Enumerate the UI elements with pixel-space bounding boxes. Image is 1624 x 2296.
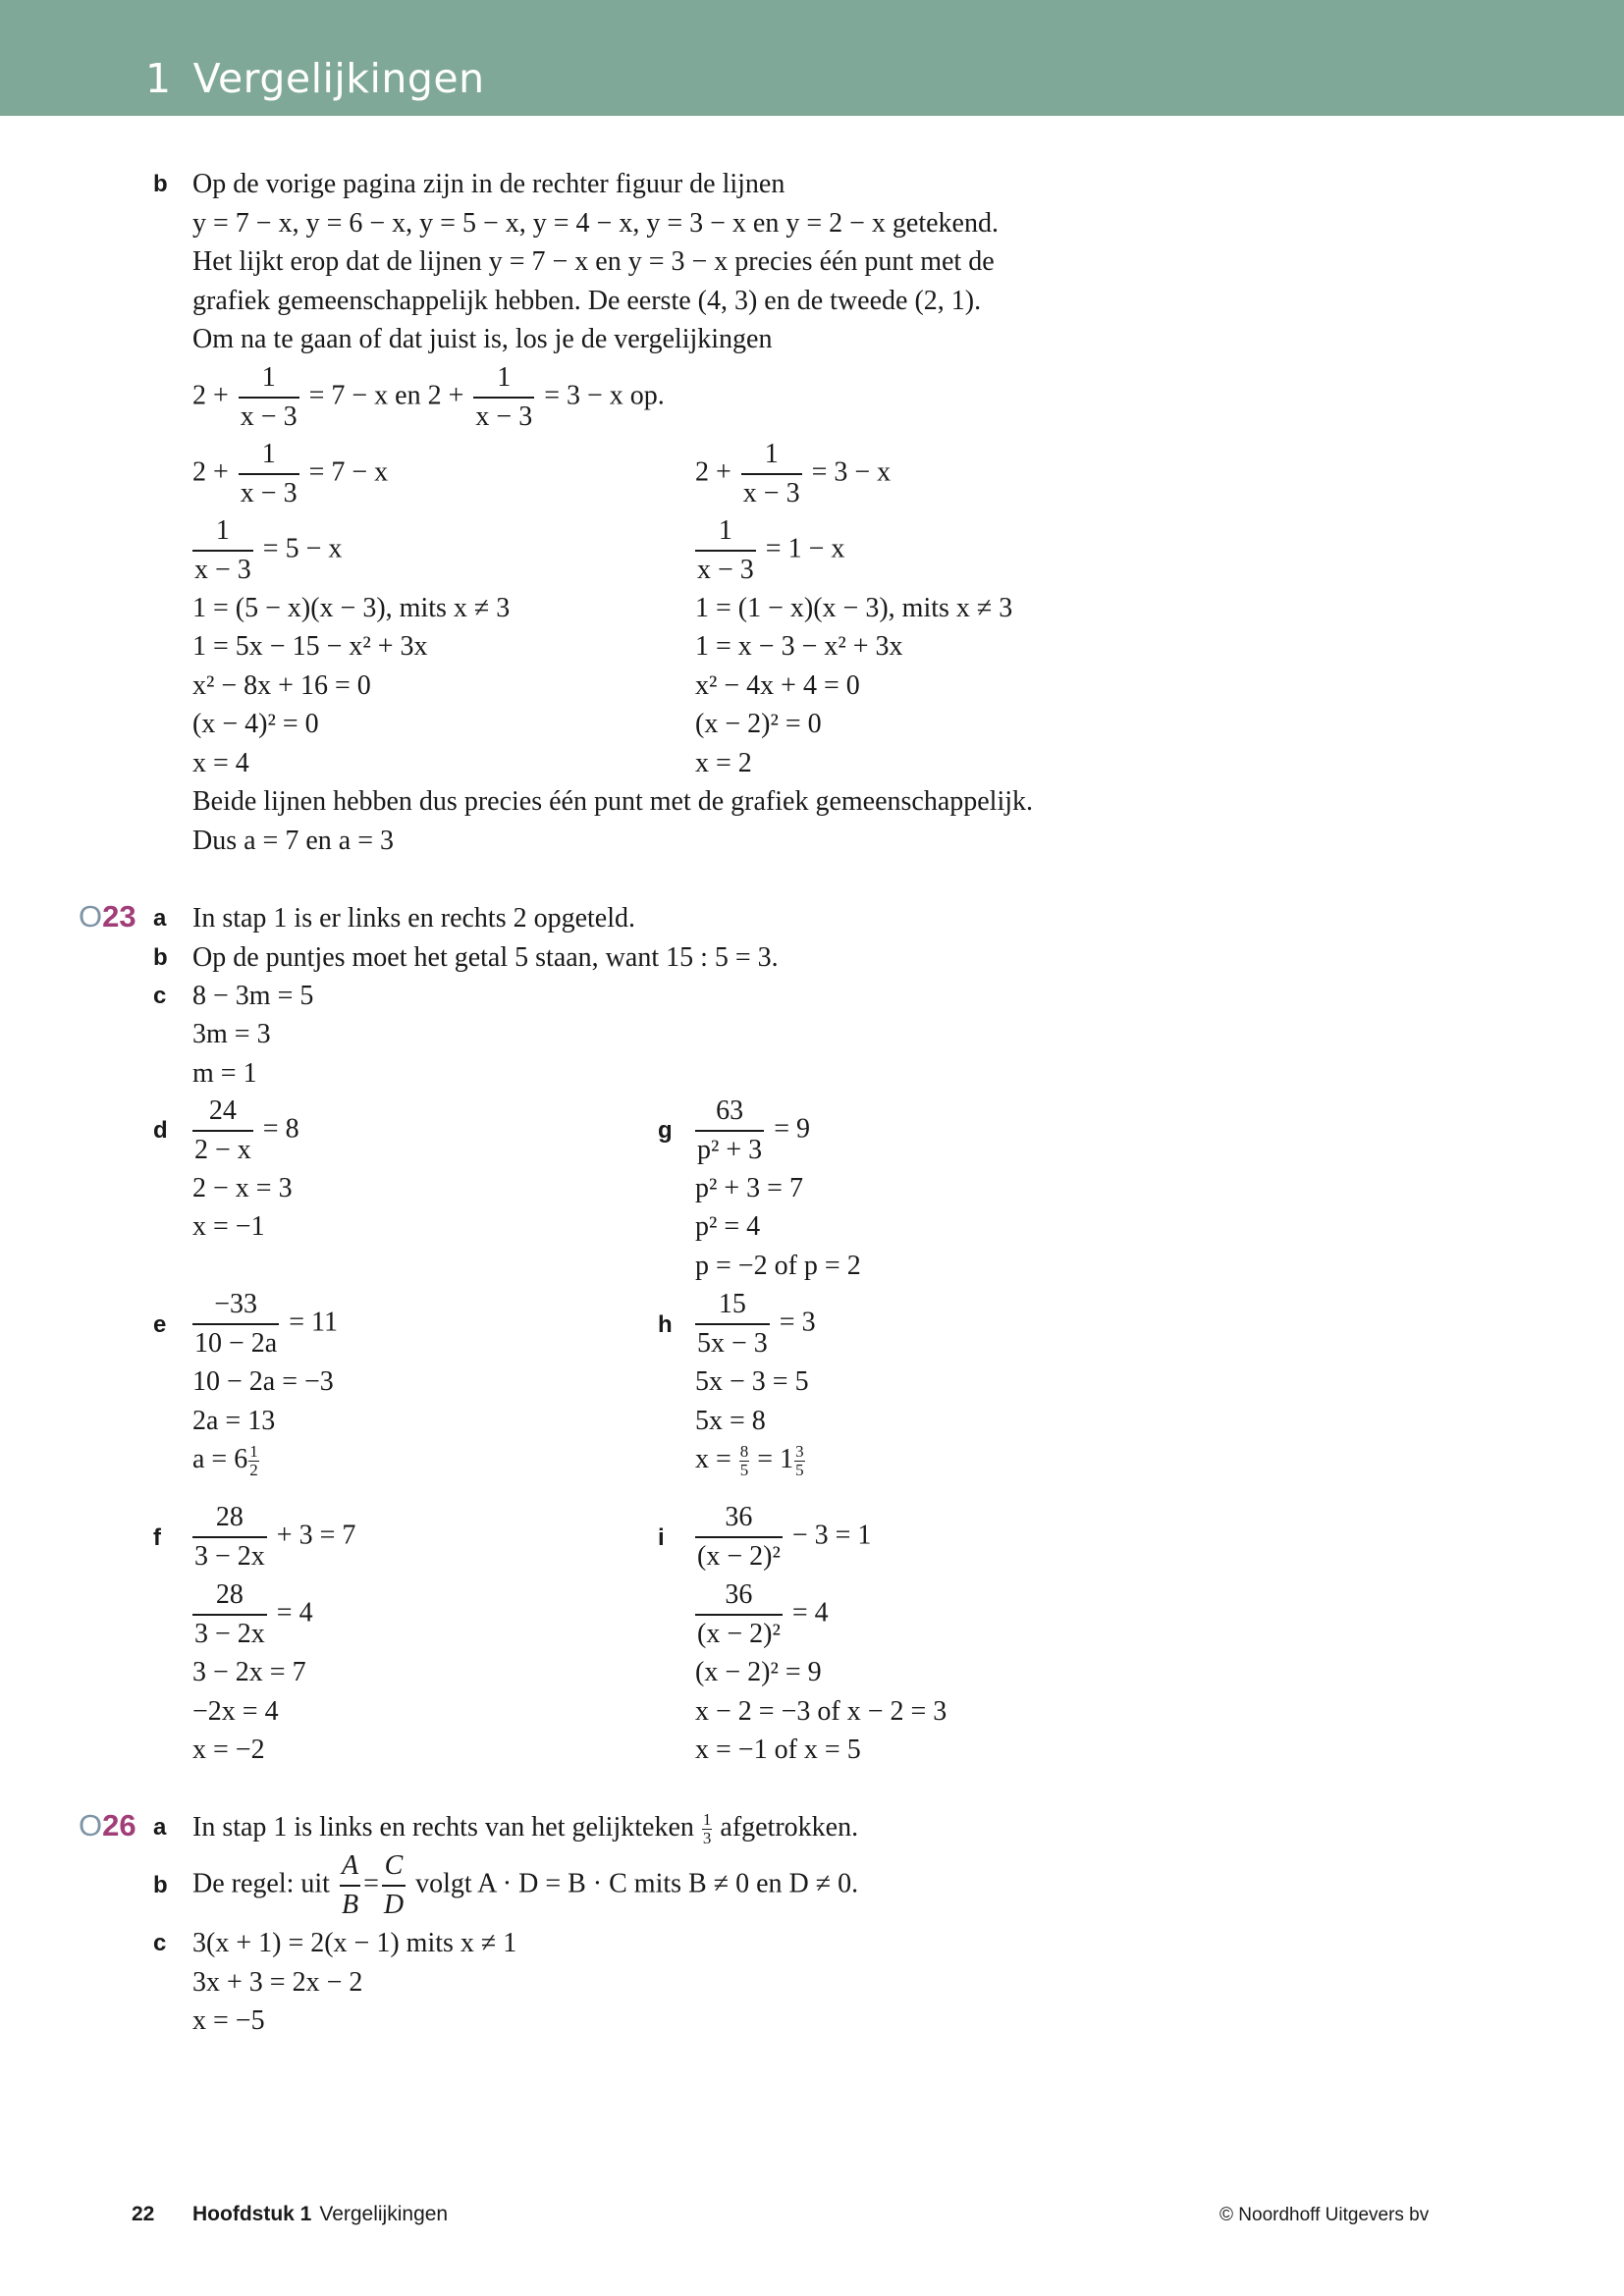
fraction: $\frac{36}{\text{(x − 2)²}}$ (695, 1499, 783, 1575)
equation-line: 1 = x − 3 − x² + 3x (695, 631, 903, 662)
equation-line: p = −2 of p = 2 (695, 1251, 861, 1281)
fraction: $\frac{28}{3 - 2x}$ (192, 1576, 267, 1653)
equation-line: $\frac{1}{x - 3}$ = 1 − x (695, 512, 844, 589)
equation-line: 2 + $\frac{1}{x - 3}$ = 7 − x en 2 + $\frac{1}{x - 3}$ = 3 − x op. (192, 359, 665, 436)
text-line: grafiek gemeenschappelijk hebben. De eerste (4, 3) en de tweede (2, 1). (192, 286, 982, 316)
question-label-a: a (153, 1814, 167, 1841)
text-line: y = 7 − x, y = 6 − x, y = 5 − x, y = 4 − x, y = 3 − x en y = 2 − x getekend. (192, 208, 999, 239)
equation-line: $\frac{1}{x - 3}$ = 5 − x (192, 512, 342, 589)
equation-line: 10 − 2a = −3 (192, 1366, 334, 1397)
question-label-i: i (658, 1524, 665, 1551)
small-fraction: $\frac{1}{3}$ (702, 1810, 712, 1848)
question-label-e: e (153, 1311, 167, 1338)
equation-line: $\frac{63}{\text{p² + 3}}$ = 9 (695, 1093, 810, 1169)
equation-line: 2 + $\frac{1}{x - 3}$ = 3 − x (695, 436, 891, 512)
equation-line: p² = 4 (695, 1211, 761, 1242)
chapter-number: 1 (145, 55, 172, 102)
equation-line: (x − 2)² = 9 (695, 1657, 822, 1687)
fraction: $\frac{1}{x - 3}$ (239, 436, 299, 512)
equation-line: x = 2 (695, 748, 752, 778)
equation-line: 1 = (5 − x)(x − 3), mits x ≠ 3 (192, 593, 511, 623)
equation-line: 1 = (1 − x)(x − 3), mits x ≠ 3 (695, 593, 1013, 623)
equation-line: 5x − 3 = 5 (695, 1366, 809, 1397)
chapter-header-bar (0, 0, 1624, 116)
fraction: $\frac{-33}{10 - 2a}$ (192, 1286, 279, 1362)
answer-text: De regel: uit $\frac{A}{B}$ = $\frac{C}{D}$ volgt A · D = B · C mits B ≠ 0 en D ≠ 0. (192, 1847, 858, 1924)
question-label-h: h (658, 1311, 673, 1338)
exercise-number: O26 (79, 1808, 136, 1842)
equation-line: $\frac{36}{\text{(x − 2)²}}$ = 4 (695, 1576, 829, 1653)
exercise-number: O23 (79, 899, 136, 934)
question-label-f: f (153, 1524, 161, 1551)
chapter-name: Vergelijkingen (192, 55, 485, 102)
copyright: © Noordhoff Uitgevers bv (1219, 2205, 1430, 2225)
equation-line: $\frac{15}{5x - 3}$ = 3 (695, 1286, 816, 1362)
equation-line: −2x = 4 (192, 1696, 279, 1727)
question-label-b: b (153, 171, 168, 197)
fraction: $\frac{1}{x - 3}$ (695, 512, 756, 589)
equation-line: p² + 3 = 7 (695, 1173, 803, 1203)
fraction: $\frac{24}{2 - x}$ (192, 1093, 253, 1169)
text-line: Het lijkt erop dat de lijnen y = 7 − x en y = 3 − x precies één punt met de (192, 246, 995, 277)
equation-line: (x − 2)² = 0 (695, 709, 822, 739)
fraction: $\frac{1}{x - 3}$ (239, 359, 299, 436)
equation-line: x = $\frac{8}{5}$ = 1 $\frac{3}{5}$ (695, 1442, 804, 1480)
question-label-c: c (153, 1930, 167, 1956)
equation-line: $\frac{28}{3 - 2x}$ = 4 (192, 1576, 313, 1653)
question-label-b: b (153, 1872, 168, 1898)
small-fraction: $\frac{3}{5}$ (795, 1442, 804, 1480)
equation-line: 1 = 5x − 15 − x² + 3x (192, 631, 428, 662)
small-fraction: $\frac{8}{5}$ (739, 1442, 749, 1480)
fraction: $\frac{15}{5x - 3}$ (695, 1286, 770, 1362)
text-line: Om na te gaan of dat juist is, los je de vergelijkingen (192, 324, 773, 354)
equation-line: x = 4 (192, 748, 249, 778)
equation-line: 2 − x = 3 (192, 1173, 293, 1203)
question-label-g: g (658, 1117, 673, 1144)
equation-line: $\frac{36}{\text{(x − 2)²}}$ − 3 = 1 (695, 1499, 871, 1575)
fraction: $\frac{1}{x - 3}$ (192, 512, 253, 589)
question-label-c: c (153, 983, 167, 1009)
fraction: $\frac{A}{B}$ (340, 1847, 360, 1924)
question-label-b: b (153, 944, 168, 971)
fraction: $\frac{63}{\text{p² + 3}}$ (695, 1093, 764, 1169)
equation-line: x = −5 (192, 2005, 265, 2036)
equation-line: 8 − 3m = 5 (192, 981, 314, 1011)
answer-text: Op de puntjes moet het getal 5 staan, want 15 : 5 = 3. (192, 942, 779, 973)
text-line: Op de vorige pagina zijn in de rechter figuur de lijnen (192, 169, 785, 199)
fraction: $\frac{C}{D}$ (382, 1847, 406, 1924)
equation-line: (x − 4)² = 0 (192, 709, 319, 739)
equation-line: x² − 4x + 4 = 0 (695, 670, 860, 701)
page-number: 22 (132, 2203, 155, 2225)
equation-line: 5x = 8 (695, 1406, 766, 1436)
equation-line: 2 + $\frac{1}{x - 3}$ = 7 − x (192, 436, 388, 512)
equation-line: $\frac{24}{2 - x}$ = 8 (192, 1093, 299, 1169)
fraction: $\frac{1}{x - 3}$ (741, 436, 802, 512)
equation-line: m = 1 (192, 1058, 257, 1089)
equation-line: 2a = 13 (192, 1406, 276, 1436)
small-fraction: $\frac{1}{2}$ (249, 1442, 258, 1480)
fraction: $\frac{28}{3 - 2x}$ (192, 1499, 267, 1575)
question-label-a: a (153, 905, 167, 932)
equation-line: 3(x + 1) = 2(x − 1) mits x ≠ 1 (192, 1928, 517, 1958)
equation-line: $\frac{28}{3 - 2x}$ + 3 = 7 (192, 1499, 355, 1575)
text-line: Beide lijnen hebben dus precies één punt met de grafiek gemeenschappelijk. (192, 786, 1034, 817)
question-label-d: d (153, 1117, 168, 1144)
equation-line: x = −1 (192, 1211, 265, 1242)
text-line: Dus a = 7 en a = 3 (192, 826, 394, 856)
equation-line: x = −1 of x = 5 (695, 1735, 861, 1765)
answer-text: In stap 1 is links en rechts van het gelijkteken $\frac{1}{3}$ afgetrokken. (192, 1810, 859, 1848)
footer-chapter: Hoofdstuk 1 Vergelijkingen (192, 2203, 449, 2225)
fraction: $\frac{36}{\text{(x − 2)²}}$ (695, 1576, 783, 1653)
equation-line: x = −2 (192, 1735, 265, 1765)
equation-line: x − 2 = −3 of x − 2 = 3 (695, 1696, 947, 1727)
equation-line: 3x + 3 = 2x − 2 (192, 1967, 363, 1998)
fraction: $\frac{1}{x - 3}$ (473, 359, 534, 436)
equation-line: $\frac{-33}{10 - 2a}$ = 11 (192, 1286, 338, 1362)
chapter-title (145, 55, 485, 102)
answer-text: In stap 1 is er links en rechts 2 opgeteld. (192, 903, 636, 934)
equation-line: a = 6 $\frac{1}{2}$ (192, 1442, 258, 1480)
equation-line: 3 − 2x = 7 (192, 1657, 306, 1687)
equation-line: x² − 8x + 16 = 0 (192, 670, 371, 701)
equation-line: 3m = 3 (192, 1019, 271, 1049)
